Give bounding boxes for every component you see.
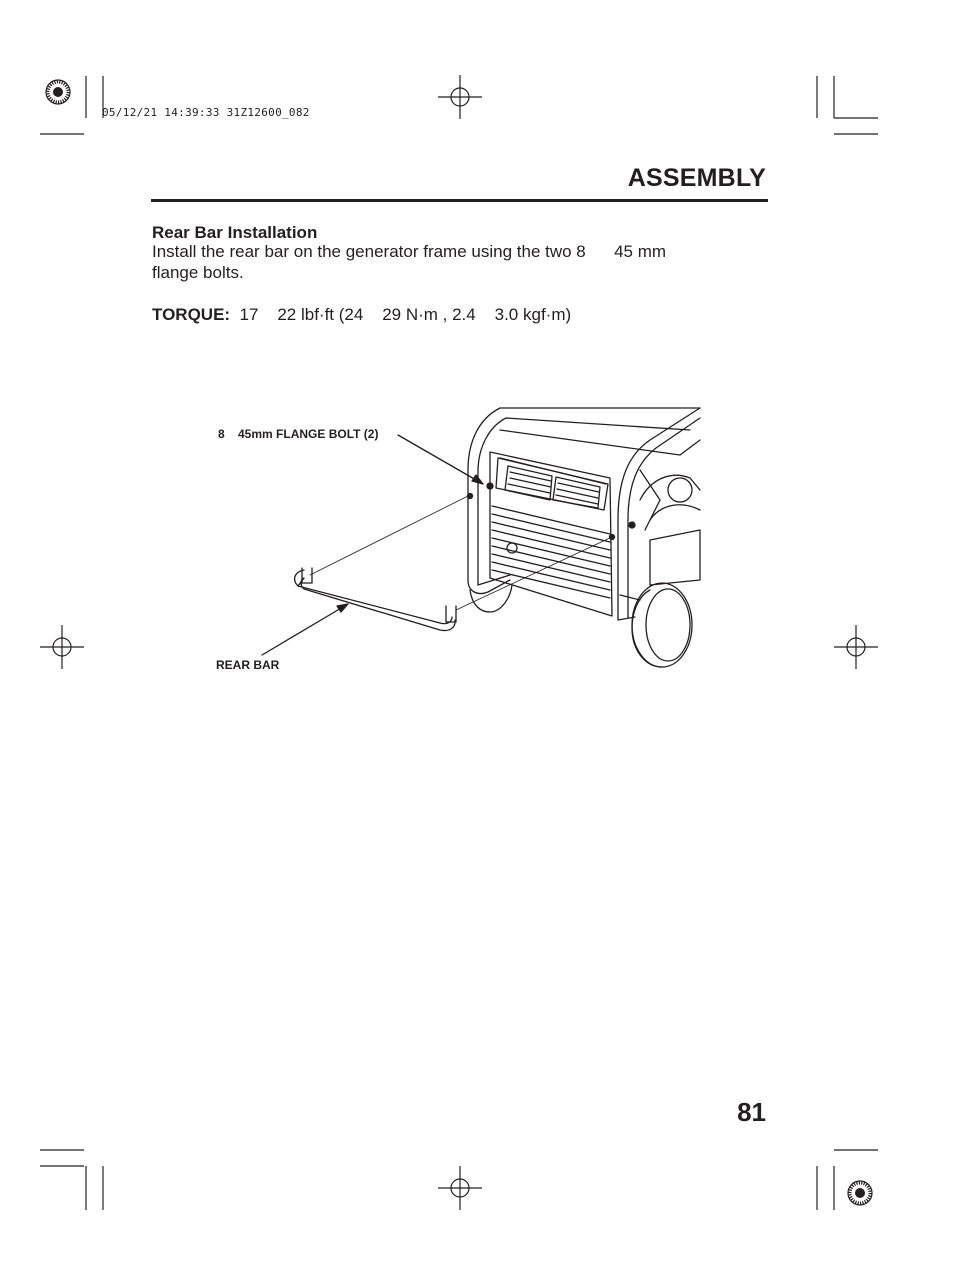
instruction-heading: Rear Bar Installation	[152, 223, 318, 242]
print-timestamp: 05/12/21 14:39:33 31Z12600_082	[102, 106, 310, 119]
bar-leader-arrow	[337, 604, 348, 612]
instruction-text-line-1: Install the rear bar on the generator frame using the two 8 45 mm	[152, 242, 667, 261]
section-title: ASSEMBLY	[627, 164, 766, 192]
instruction-text-line-2: flange bolts.	[152, 263, 244, 282]
torque-label: TORQUE:	[152, 305, 231, 324]
rear-bar-callout: REAR BAR	[216, 658, 280, 672]
flange-bolt-callout: 8 45mm FLANGE BOLT (2)	[218, 427, 379, 441]
page-number: 81	[737, 1097, 766, 1127]
bar-leader-line	[262, 604, 348, 655]
generator-frame	[468, 408, 701, 667]
bolt-leader-line	[398, 435, 483, 484]
torque-value: 17 22 lbf·ft (24 29 N·m , 2.4 3.0 kgf·m)	[230, 305, 572, 324]
